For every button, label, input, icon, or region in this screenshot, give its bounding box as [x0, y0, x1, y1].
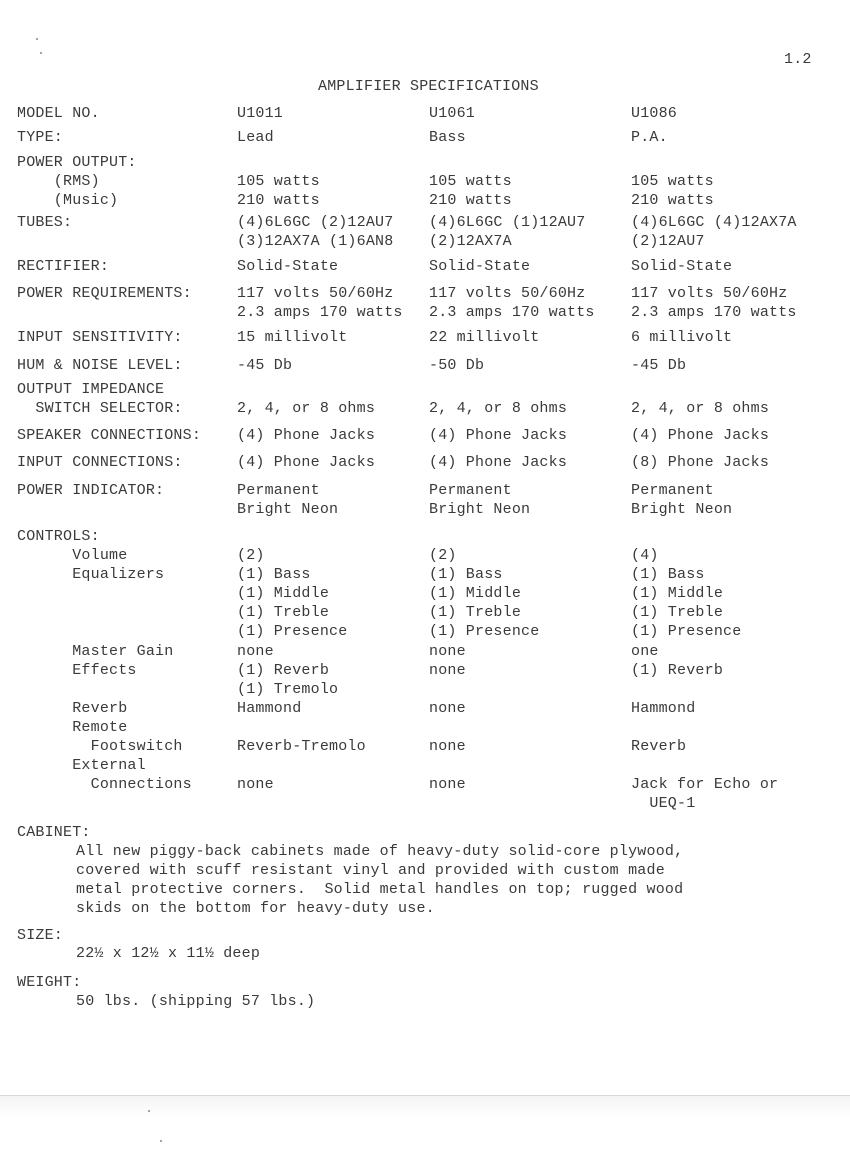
spec-label: Connections [17, 776, 192, 793]
spec-value-u1061: none [429, 776, 466, 793]
cabinet-line: covered with scuff resistant vinyl and provided with custom made [76, 862, 665, 879]
spec-value-u1011: Lead [237, 129, 274, 146]
spec-label: Volume [17, 547, 128, 564]
spec-value-u1061: 2.3 amps 170 watts [429, 304, 595, 321]
spec-value-u1061: 105 watts [429, 173, 512, 190]
spec-value-u1086: (4)6L6GC (4)12AX7A [631, 214, 797, 231]
spec-label: HUM & NOISE LEVEL: [17, 357, 183, 374]
spec-value-u1011: (1) Treble [237, 604, 330, 621]
spec-value-u1061: 2, 4, or 8 ohms [429, 400, 568, 417]
spec-value-u1011: Hammond [237, 700, 302, 717]
spec-label: MODEL NO. [17, 105, 100, 122]
spec-value-u1086: (4) Phone Jacks [631, 427, 770, 444]
spec-label: RECTIFIER: [17, 258, 110, 275]
spec-value-u1011: (4)6L6GC (2)12AU7 [237, 214, 394, 231]
spec-value-u1011: -45 Db [237, 357, 293, 374]
spec-value-u1086: (4) [631, 547, 659, 564]
spec-value-u1086: Jack for Echo or [631, 776, 779, 793]
spec-value-u1011: (1) Reverb [237, 662, 330, 679]
spec-value-u1061: 210 watts [429, 192, 512, 209]
spec-label: OUTPUT IMPEDANCE [17, 381, 165, 398]
spec-value-u1086: Bright Neon [631, 501, 733, 518]
spec-value-u1011: (1) Presence [237, 623, 348, 640]
page-number: 1.2 [784, 51, 812, 68]
spec-value-u1061: none [429, 738, 466, 755]
spec-value-u1086: (2)12AU7 [631, 233, 705, 250]
spec-label: (Music) [17, 192, 119, 209]
spec-value-u1061: (2)12AX7A [429, 233, 512, 250]
spec-value-u1086: 117 volts 50/60Hz [631, 285, 788, 302]
spec-value-u1061: (4) Phone Jacks [429, 427, 568, 444]
spec-value-u1011: (1) Bass [237, 566, 311, 583]
spec-value-u1086: UEQ-1 [631, 795, 696, 812]
spec-value-u1086: 2.3 amps 170 watts [631, 304, 797, 321]
spec-value-u1061: -50 Db [429, 357, 485, 374]
spec-value-u1086: Permanent [631, 482, 714, 499]
spec-value-u1061: Bass [429, 129, 466, 146]
spec-value-u1061: (4) Phone Jacks [429, 454, 568, 471]
spec-value-u1061: 22 millivolt [429, 329, 540, 346]
spec-label: SWITCH SELECTOR: [17, 400, 183, 417]
spec-value-u1011: U1011 [237, 105, 284, 122]
spec-value-u1086: (1) Middle [631, 585, 724, 602]
spec-value-u1086: -45 Db [631, 357, 687, 374]
spec-value-u1086: (1) Bass [631, 566, 705, 583]
spec-value-u1061: none [429, 662, 466, 679]
spec-label: INPUT SENSITIVITY: [17, 329, 183, 346]
spec-value-u1086: Solid-State [631, 258, 733, 275]
scan-speck [36, 38, 38, 40]
spec-label: Reverb [17, 700, 128, 717]
spec-value-u1011: (4) Phone Jacks [237, 427, 376, 444]
spec-value-u1011: 105 watts [237, 173, 320, 190]
spec-value-u1061: none [429, 700, 466, 717]
spec-value-u1011: 2.3 amps 170 watts [237, 304, 403, 321]
spec-value-u1061: (2) [429, 547, 457, 564]
spec-label: POWER REQUIREMENTS: [17, 285, 192, 302]
scan-bottom-edge [0, 1095, 850, 1171]
spec-value-u1086: Reverb [631, 738, 687, 755]
spec-value-u1011: (3)12AX7A (1)6AN8 [237, 233, 394, 250]
spec-value-u1011: 2, 4, or 8 ohms [237, 400, 376, 417]
spec-label: POWER INDICATOR: [17, 482, 165, 499]
spec-label: INPUT CONNECTIONS: [17, 454, 183, 471]
spec-value-u1061: (1) Treble [429, 604, 522, 621]
spec-value-u1086: Hammond [631, 700, 696, 717]
spec-value-u1086: (1) Treble [631, 604, 724, 621]
spec-value-u1086: (8) Phone Jacks [631, 454, 770, 471]
spec-label: Master Gain [17, 643, 174, 660]
spec-value-u1061: (4)6L6GC (1)12AU7 [429, 214, 586, 231]
spec-value-u1011: none [237, 643, 274, 660]
spec-value-u1061: none [429, 643, 466, 660]
spec-value-u1086: 2, 4, or 8 ohms [631, 400, 770, 417]
spec-label: External [17, 757, 146, 774]
spec-value-u1086: U1086 [631, 105, 678, 122]
spec-value-u1061: Permanent [429, 482, 512, 499]
spec-value-u1086: 105 watts [631, 173, 714, 190]
spec-value-u1011: Permanent [237, 482, 320, 499]
spec-value-u1086: 210 watts [631, 192, 714, 209]
spec-value-u1011: 210 watts [237, 192, 320, 209]
spec-label: Footswitch [17, 738, 183, 755]
spec-label: CONTROLS: [17, 528, 100, 545]
spec-value-u1011: 15 millivolt [237, 329, 348, 346]
spec-label: Effects [17, 662, 137, 679]
weight-value: 50 lbs. (shipping 57 lbs.) [76, 993, 316, 1010]
size-heading: SIZE: [17, 927, 64, 944]
spec-value-u1011: none [237, 776, 274, 793]
spec-value-u1061: Solid-State [429, 258, 531, 275]
cabinet-heading: CABINET: [17, 824, 91, 841]
spec-value-u1011: Bright Neon [237, 501, 339, 518]
spec-value-u1086: 6 millivolt [631, 329, 733, 346]
size-value: 22½ x 12½ x 11½ deep [76, 945, 261, 962]
spec-value-u1011: (1) Middle [237, 585, 330, 602]
spec-label: (RMS) [17, 173, 100, 190]
spec-value-u1011: (2) [237, 547, 265, 564]
scan-speck [148, 1110, 150, 1112]
scan-speck [160, 1140, 162, 1142]
spec-value-u1061: (1) Bass [429, 566, 503, 583]
spec-value-u1061: 117 volts 50/60Hz [429, 285, 586, 302]
spec-label: POWER OUTPUT: [17, 154, 137, 171]
spec-value-u1061: (1) Presence [429, 623, 540, 640]
spec-value-u1011: 117 volts 50/60Hz [237, 285, 394, 302]
cabinet-line: All new piggy-back cabinets made of heavy-duty solid-core plywood, [76, 843, 684, 860]
spec-value-u1086: (1) Presence [631, 623, 742, 640]
weight-heading: WEIGHT: [17, 974, 82, 991]
spec-label: SPEAKER CONNECTIONS: [17, 427, 202, 444]
cabinet-line: skids on the bottom for heavy-duty use. [76, 900, 435, 917]
spec-value-u1061: Bright Neon [429, 501, 531, 518]
spec-label: Remote [17, 719, 128, 736]
spec-value-u1086: P.A. [631, 129, 668, 146]
spec-label: TUBES: [17, 214, 73, 231]
spec-label: Equalizers [17, 566, 165, 583]
spec-value-u1061: (1) Middle [429, 585, 522, 602]
spec-value-u1011: (4) Phone Jacks [237, 454, 376, 471]
spec-value-u1011: Reverb-Tremolo [237, 738, 366, 755]
scan-speck [40, 52, 42, 54]
spec-value-u1086: one [631, 643, 659, 660]
spec-value-u1011: Solid-State [237, 258, 339, 275]
spec-value-u1011: (1) Tremolo [237, 681, 339, 698]
page-title: AMPLIFIER SPECIFICATIONS [318, 78, 539, 95]
cabinet-line: metal protective corners. Solid metal handles on top; rugged wood [76, 881, 684, 898]
spec-label: TYPE: [17, 129, 64, 146]
spec-value-u1061: U1061 [429, 105, 476, 122]
spec-value-u1086: (1) Reverb [631, 662, 724, 679]
